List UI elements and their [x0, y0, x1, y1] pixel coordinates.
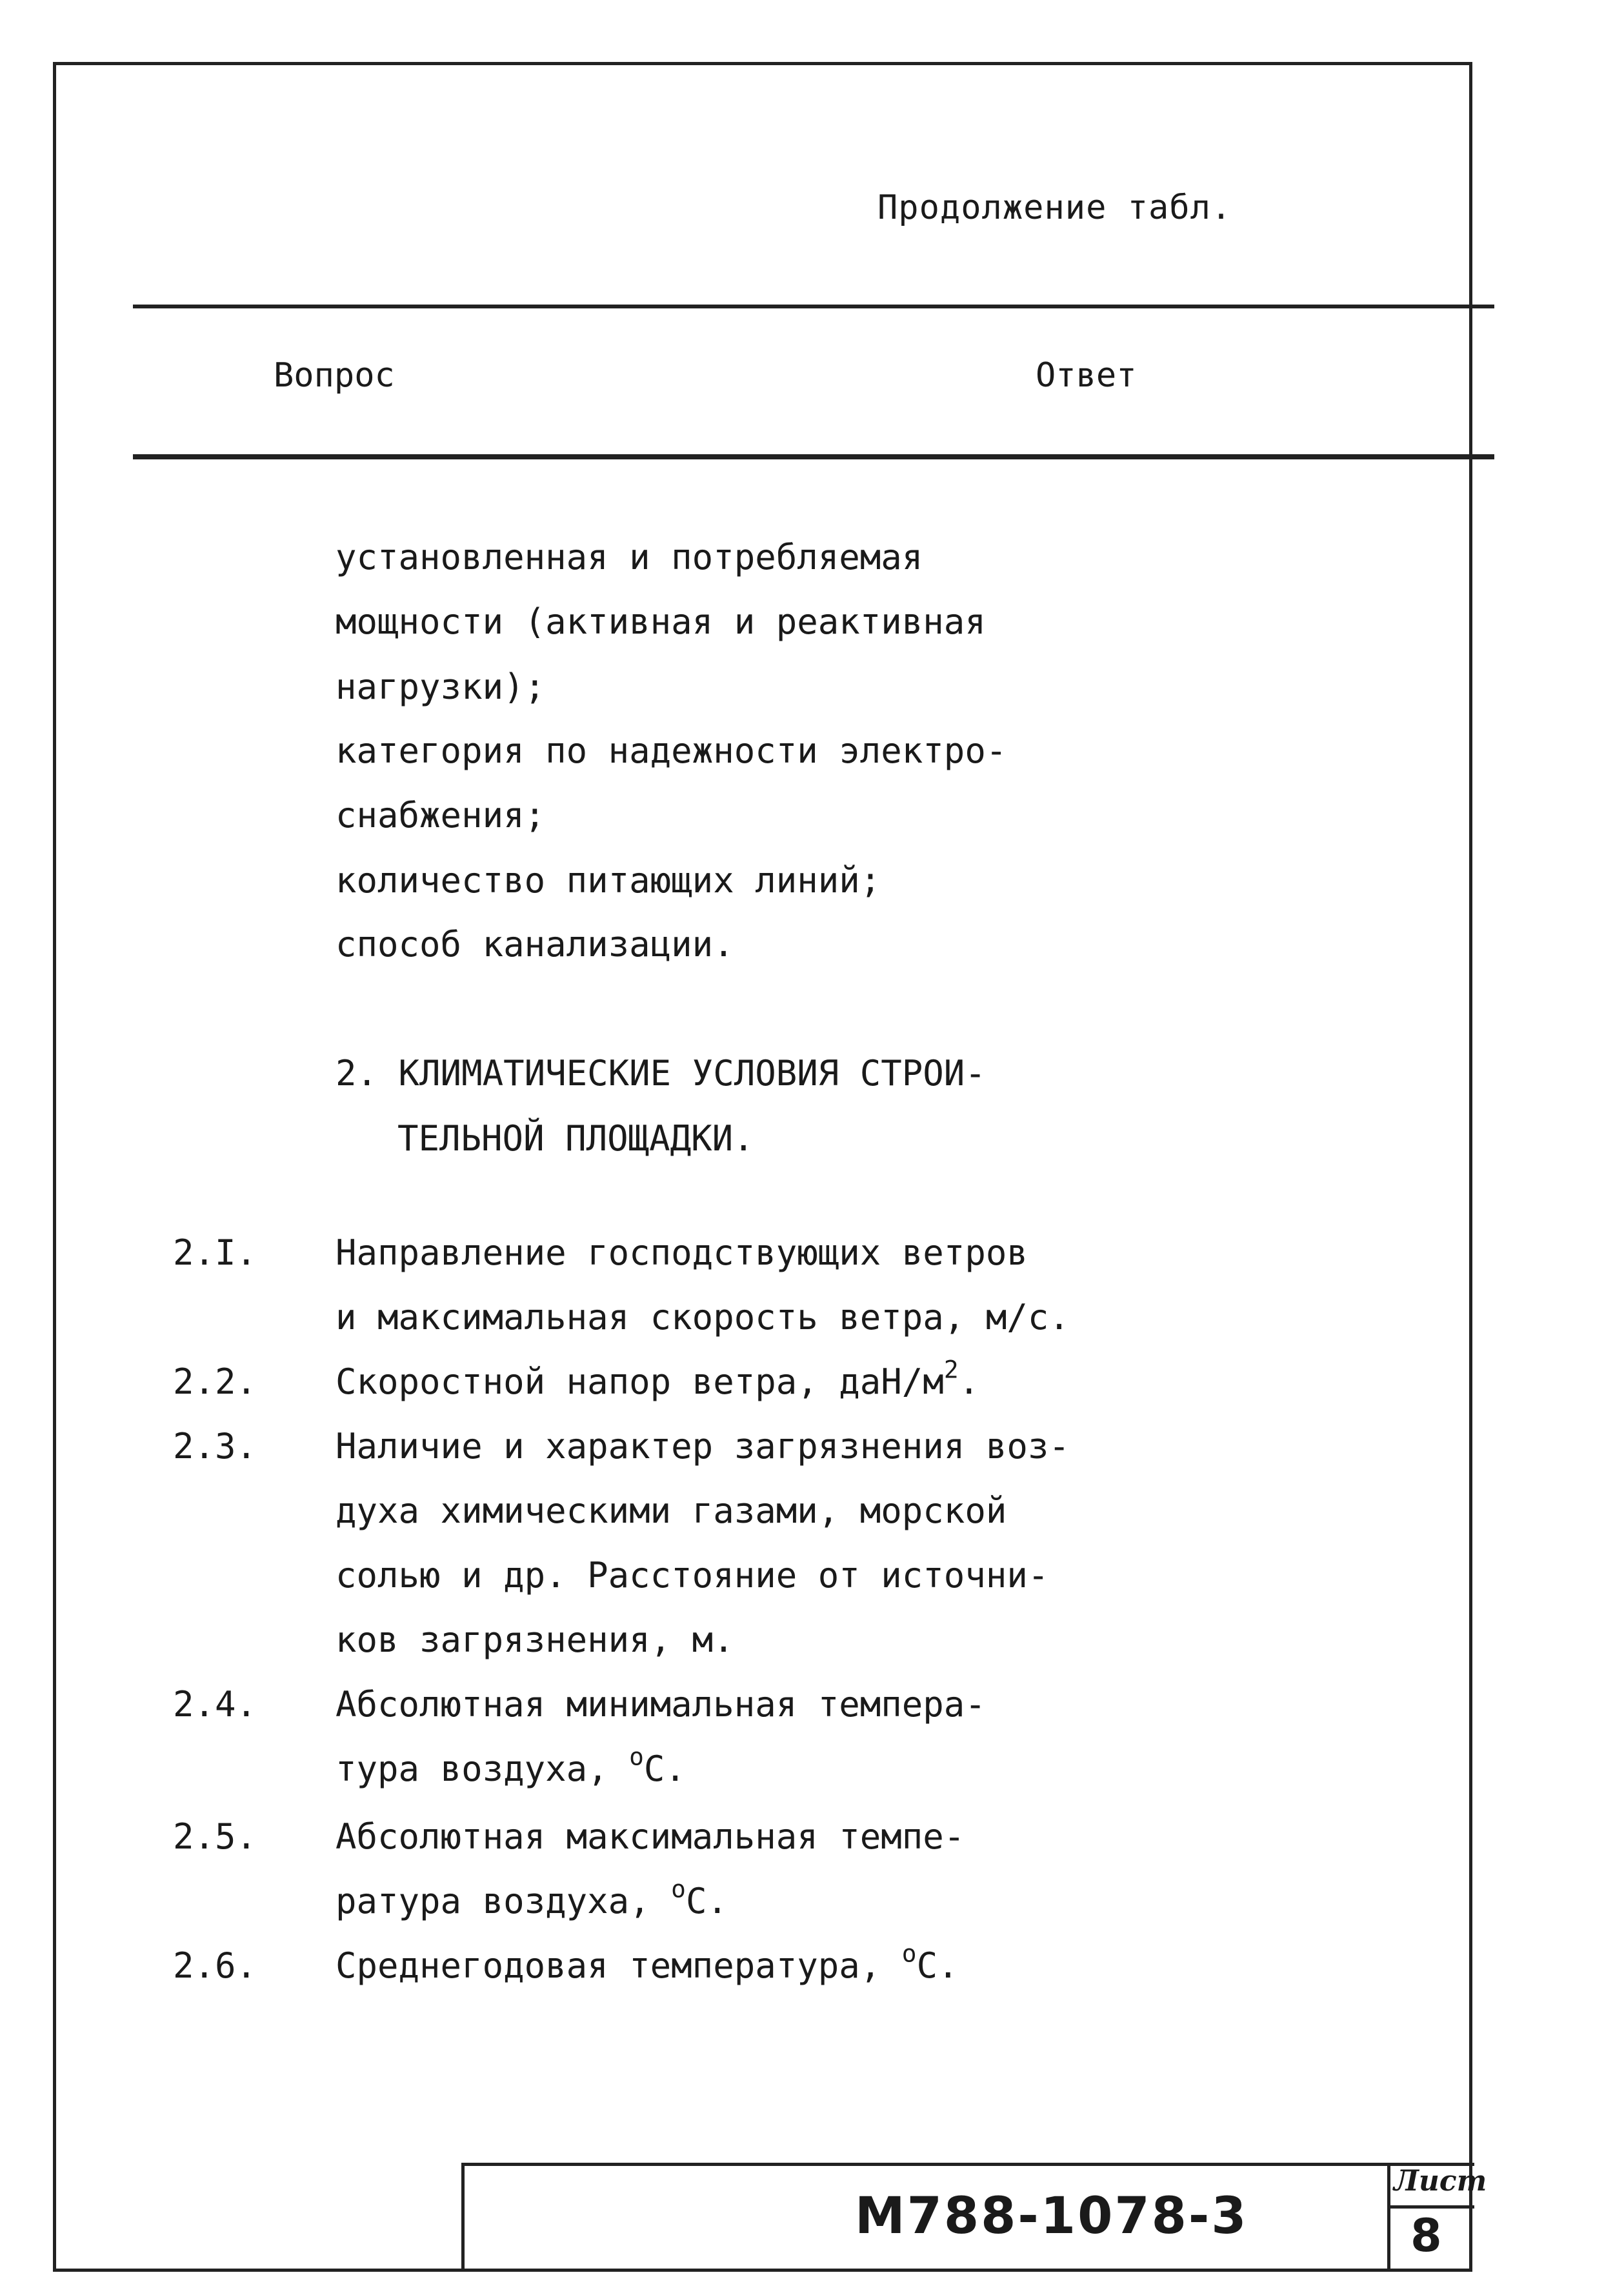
section-heading-cont: ТЕЛЬНОЙ ПЛОЩАДКИ. — [397, 1118, 754, 1159]
table-continuation-caption: Продолжение табл. — [877, 188, 1232, 227]
column-header-question: Вопрос — [274, 356, 395, 395]
item-number: 2.I. — [173, 1232, 257, 1273]
title-block-divider — [1387, 2163, 1390, 2272]
sheet-label: Лист — [1394, 2165, 1487, 2198]
item-text: ков загрязнения, м. — [336, 1619, 734, 1660]
item-text: Скоростной напор ветра, даН/$м^2$. — [336, 1355, 980, 1402]
superscript: 2 — [943, 1355, 959, 1384]
item-number: 2.2. — [173, 1361, 257, 1402]
item-text: ратура воздуха, $^о$С. — [336, 1874, 728, 1921]
superscript: о — [671, 1874, 686, 1903]
item-text: тура воздуха, $^о$С. — [336, 1742, 686, 1789]
header-top-rule — [133, 305, 1494, 308]
item-number: 2.6. — [173, 1945, 257, 1986]
item-number: 2.3. — [173, 1426, 257, 1467]
section-heading: 2. КЛИМАТИЧЕСКИЕ УСЛОВИЯ СТРОИ- — [336, 1053, 986, 1094]
document-code: М788-1078-3 — [855, 2187, 1248, 2245]
item-number: 2.5. — [173, 1816, 257, 1857]
sheet-rule — [1387, 2205, 1474, 2209]
text-line: установленная и потребляемая — [336, 537, 923, 577]
sheet-number: 8 — [1410, 2209, 1442, 2262]
item-text: Направление господствующих ветров — [336, 1232, 1028, 1273]
column-header-answer: Ответ — [1036, 356, 1137, 395]
superscript: о — [629, 1742, 644, 1771]
item-text: Абсолютная максимальная темпе- — [336, 1816, 965, 1857]
text-line: снабжения; — [336, 795, 546, 836]
text-line: мощности (активная и реактивная — [336, 601, 986, 642]
header-bottom-rule — [133, 454, 1494, 459]
item-text: Абсолютная минимальная темпера- — [336, 1684, 986, 1725]
text-line: нагрузки); — [336, 666, 546, 707]
superscript: о — [901, 1939, 917, 1968]
text-line: категория по надежности электро- — [336, 730, 1007, 771]
item-text: Среднегодовая температура, $^о$С. — [336, 1939, 959, 1986]
item-number: 2.4. — [173, 1684, 257, 1725]
item-text: духа химическими газами, морской — [336, 1490, 1007, 1531]
text-line: количество питающих линий; — [336, 860, 881, 901]
page-frame — [53, 62, 1472, 2272]
text-line: способ канализации. — [336, 924, 734, 965]
item-text: солью и др. Расстояние от источни- — [336, 1555, 1049, 1596]
item-text: и максимальная скорость ветра, м/с. — [336, 1297, 1070, 1338]
item-text: Наличие и характер загрязнения воз- — [336, 1426, 1070, 1467]
